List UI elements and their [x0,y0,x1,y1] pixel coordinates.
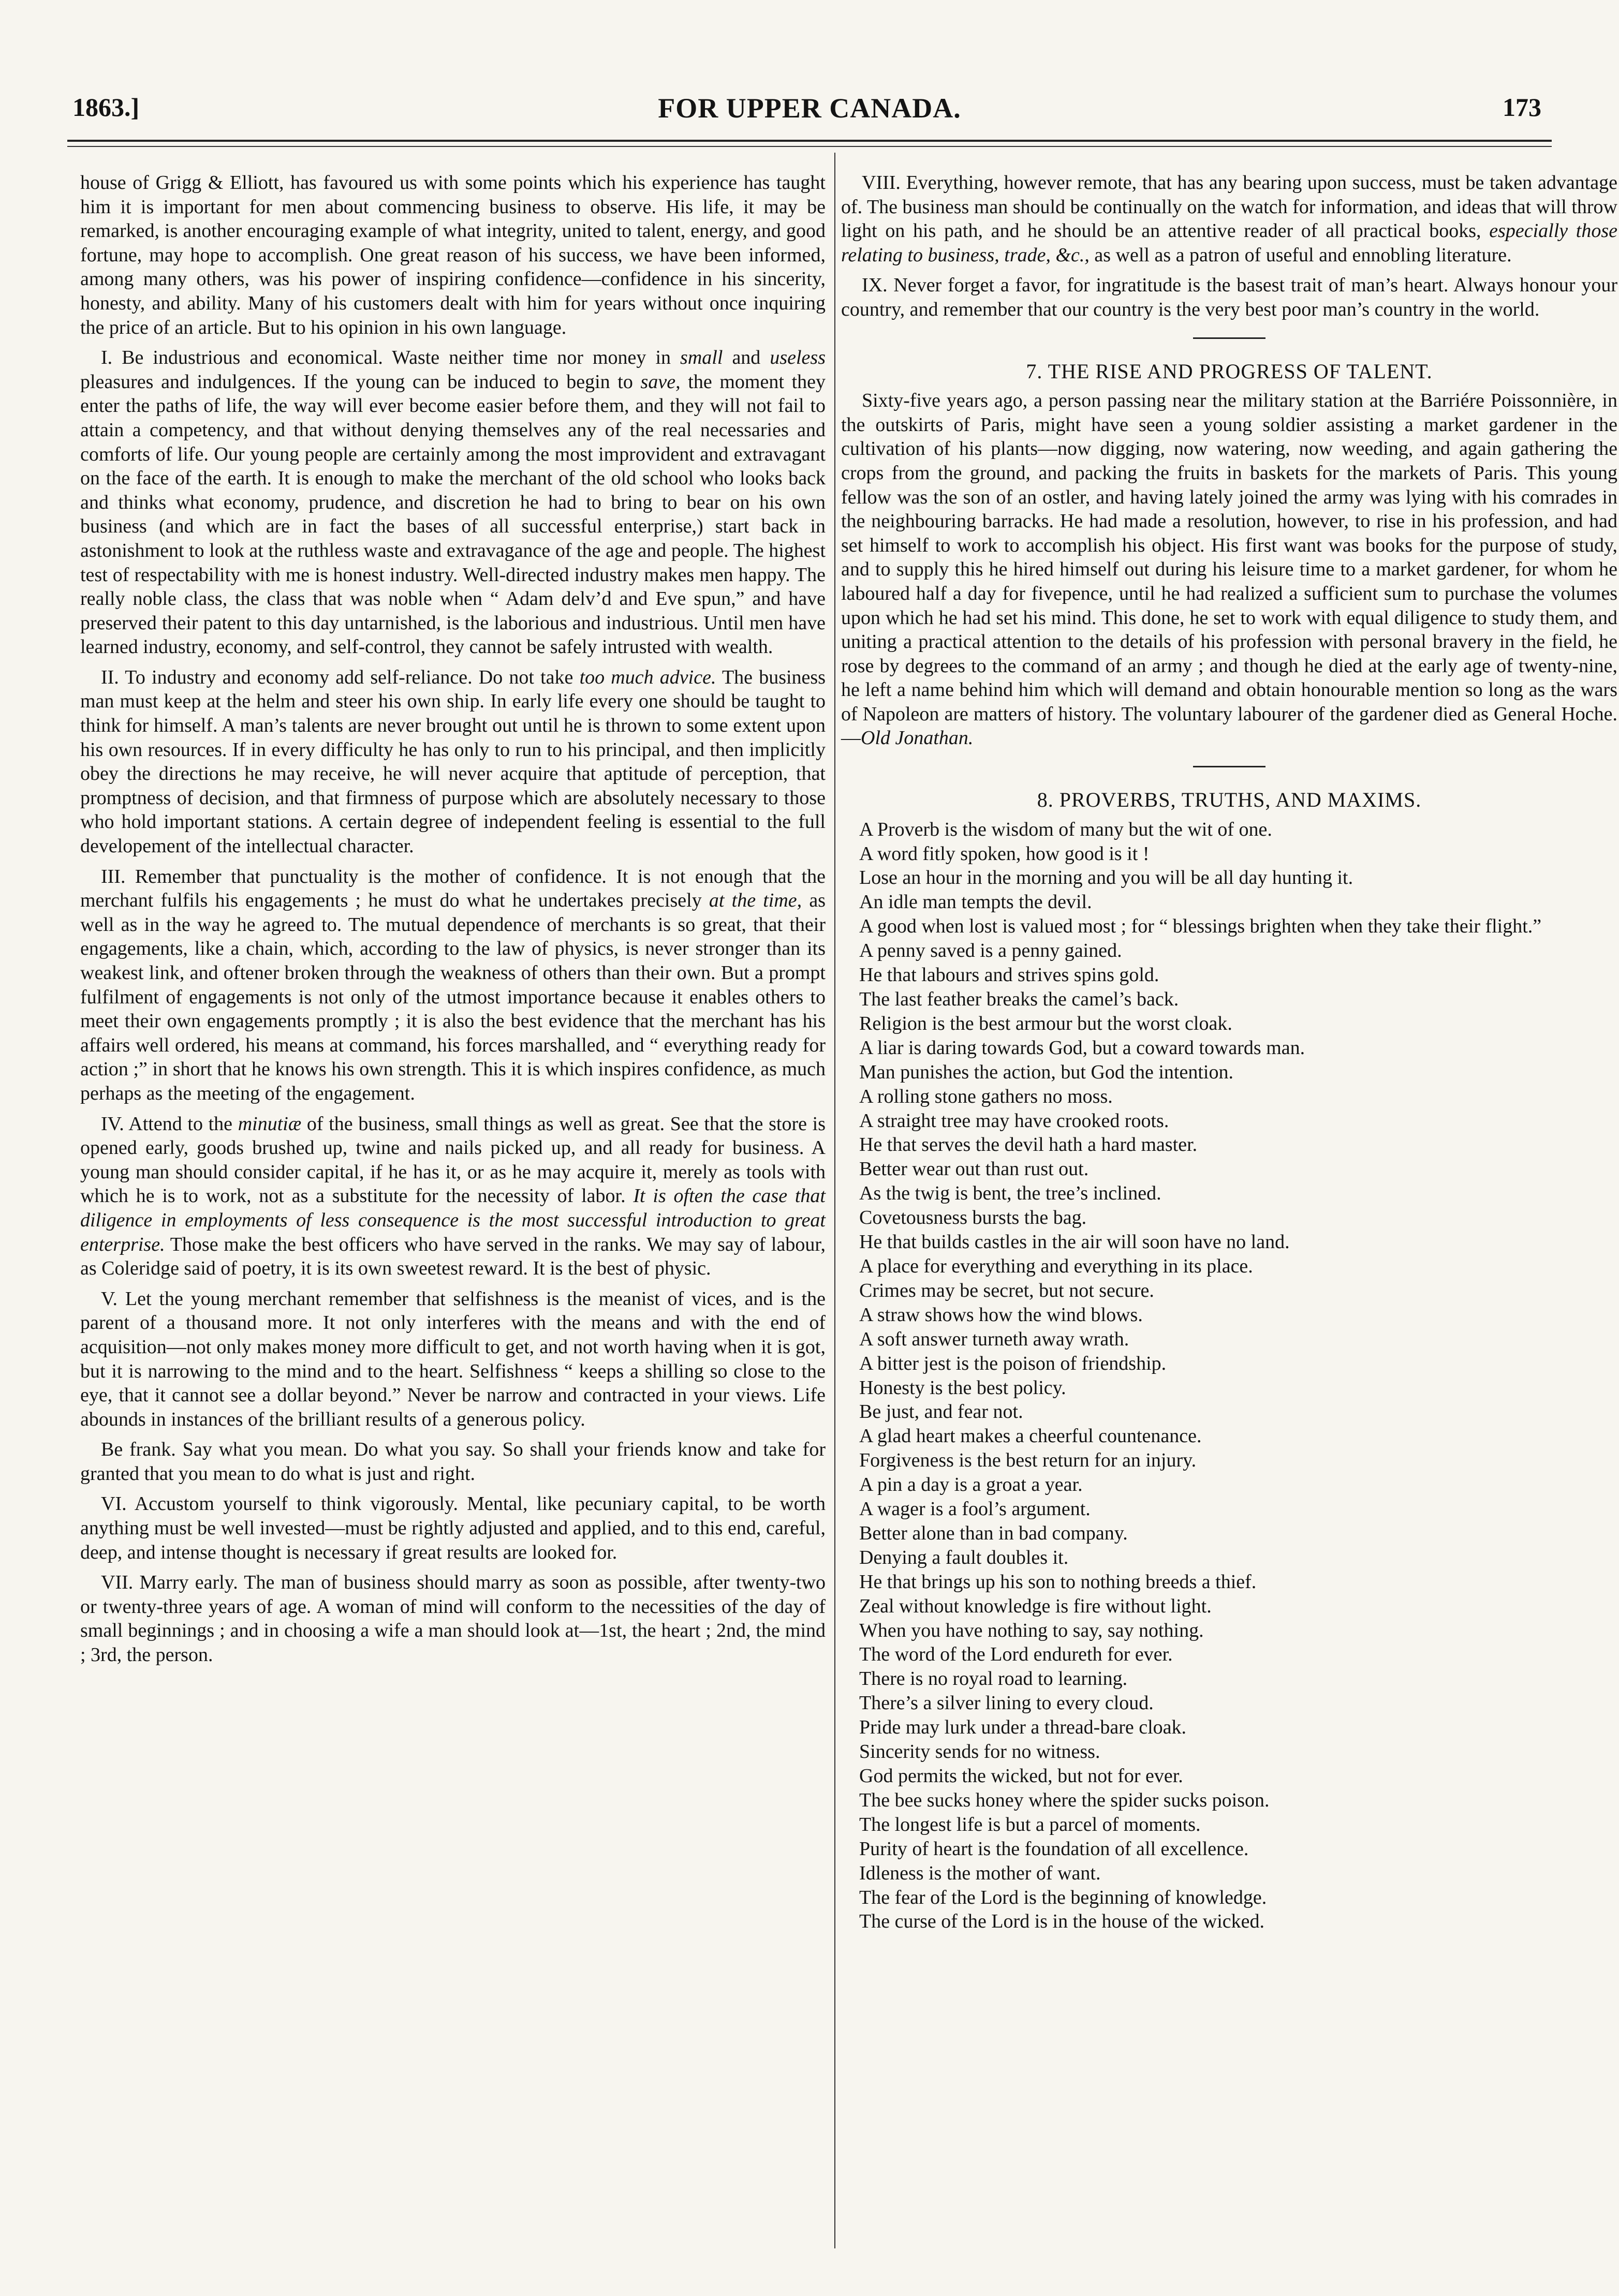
rule-3-paragraph [80,865,826,1106]
section-7-text: Sixty-five years ago, a person passing near the military station at the Barriére Poissonnière, in the outskirts of Paris, might have seen a young soldier assisting a market gardener in the cultivation of his plants—now digging, now watering, now weeding, and again gathering the crops from the ground, and packing the fruits in baskets for the markets of Paris. This young fellow was the son of an ostler, and having lately joined the army was lying with his comrades in the neighbouring barracks. He had made a resolution, however, to rise in his profession, and had set himself to work to accomplish his object. His first want was books for the purpose of study, and to supply this he hired himself out during his leisure time to a market gardener, for whom he laboured half a day for fivepence, until he had realized a sufficient sum to purchase the volumes upon which he had set his mind. This done, he set to work with equal diligence to study them, and uniting a practical attention to the details of his profession with personal bravery in the field, he rose by degrees to the command of an army ; and though he died at the early age of twenty-nine, he left a name behind him which will demand and obtain honourable mention so long as the wars of Napoleon are matters of history. The voluntary labourer of the gardener died as General Hoche.— [841,390,1617,749]
list-item: He that builds castles in the air will soon have no land. [859,1231,1290,1253]
page-header [67,87,1552,134]
list-item: Denying a fault doubles it. [859,1546,1069,1568]
rule-1-text-d: the moment they enter the paths of life, the way will ever become easier before them, and they will not fail to attain a competency, and that without denying themselves any of the real necessaries and comforts of life. Our young people are certainly among the most improvident and extravagant on the face of the earth. It is enough to make the merchant of the old school who looks back and thinks what economy, prudence, and discretion he had to bring to bear on his own business (and which are in fact the bases of all successful enterprise,) start back in astonishment to look at the ruthless waste and extravagance of the age and people. The highest test of respectability with me is honest industry. Well-directed industry makes men happy. The really noble class, the class that was noble when “ Adam delv’d and Eve spun,” and have preserved their patent to this day untarnished, is the laborious and industrious. Until men have learned industry, economy, and self-control, they cannot be safely intrusted with wealth. [80,371,826,658]
section-7-paragraph [841,389,1617,750]
list-item: The word of the Lord endureth for ever. [859,1643,1173,1666]
list-item: There is no royal road to learning. [859,1668,1128,1690]
list-item: Pride may lurk under a thread-bare cloak. [859,1716,1187,1739]
list-item: The bee sucks honey where the spider sucks poison. [859,1789,1270,1811]
list-item: A word fitly spoken, how good is it ! [859,842,1150,865]
list-item: Man punishes the action, but God the intention. [859,1061,1233,1083]
rule-1-em-save: save, [640,371,681,393]
right-column [841,171,1617,1934]
rule-1-em-small: small [680,347,723,369]
rule-1-text-c: pleasures and indulgences. If the young can be induced to begin to [80,371,641,393]
list-item: Lose an hour in the morning and you will be all day hunting it. [859,867,1353,889]
header-rule-thin [67,146,1552,147]
rule-1-paragraph [80,346,826,659]
section-separator [1193,766,1265,767]
list-item: The curse of the Lord is in the house of the wicked. [859,1910,1264,1933]
list-item: A bitter jest is the poison of friendship. [859,1352,1167,1374]
rule-7-paragraph: VII. Marry early. The man of business should marry as soon as possible, after twenty-two or twenty-three years of age. A woman of mind will conform to the necessities of the day of small beginnings ; and in choosing a wife a man should look at—1st, the heart ; 2nd, the mind ; 3rd, the person. [80,1572,826,1666]
rule-5b-paragraph: Be frank. Say what you mean. Do what you say. So shall your friends know and take for granted that you mean to do what is just and right. [80,1439,826,1485]
rule-4-em-diligence: It is often the case that diligence in employments of less consequence is the most successful introduction to great enterprise. [80,1185,826,1255]
rule-8-paragraph [841,171,1617,267]
list-item: He that brings up his son to nothing breeds a thief. [859,1571,1257,1593]
list-item: Be just, and fear not. [859,1401,1023,1423]
list-item: A penny saved is a penny gained. [859,940,1122,962]
list-item: Idleness is the mother of want. [859,1862,1101,1884]
rule-3-em: at the time, [709,890,802,912]
list-item: There’s a silver lining to every cloud. [859,1692,1154,1714]
list-item: As the twig is bent, the tree’s inclined. [859,1182,1161,1205]
list-item: A Proverb is the wisdom of many but the wit of one. [859,818,1272,840]
rule-8-text-a: VIII. Everything, however remote, that has any bearing upon success, must be taken advantage of. The business man should be continually on the watch for information, and ideas that will throw light on his path, and he should be an attentive reader of all practical books, [841,172,1617,242]
list-item: A wager is a fool’s argument. [859,1498,1091,1520]
rule-3-text-b: as well as in the way he agreed to. The mutual dependence of merchants is so great, that their engagements, like a chain, which, according to the law of physics, is never stronger than its weakest link, and oftener broken through the weakness of others than their own. But a prompt fulfilment of engagements is not only of the utmost importance because it enables others to meet their own engagements promptly ; it is also the best evidence that the merchant has his affairs well ordered, his means at command, his forces marshalled, and “ everything ready for action ;” in short that he knows his own strength. This it is which inspires confidence, as much perhaps as the meeting of the engagement. [80,890,826,1104]
list-item: A place for everything and everything in its place. [859,1255,1253,1277]
list-item: Better alone than in bad company. [859,1522,1128,1544]
list-item: A straight tree may have crooked roots. [859,1109,1169,1132]
rule-2-text-a: II. To industry and economy add self-reliance. Do not take [101,666,580,688]
list-item: Purity of heart is the foundation of all excellence. [859,1838,1249,1860]
left-column [80,171,826,1673]
header-title: FOR UPPER CANADA. [658,93,961,124]
rule-4-text-b: of the business, small things as well as great. See that the store is opened early, goods brushed up, twine and nails picked up, and all ready for business. A young man should consider capital, if he has it, or as he may acquire it, merely as tools with which he is to work, not as a substitute for the necessity of labor. [80,1113,826,1207]
list-item: God permits the wicked, but not for ever. [859,1765,1183,1787]
list-item: He that labours and strives spins gold. [859,964,1159,986]
list-item: A pin a day is a groat a year. [859,1474,1083,1496]
section-separator [1193,337,1265,339]
rule-8-text-b: as well as a patron of useful and ennobling literature. [1089,244,1512,266]
section-7-source: Old Jonathan. [861,727,974,749]
page-number: 173 [1503,93,1541,122]
rule-1-em-useless: useless [770,347,826,369]
rule-5-paragraph: V. Let the young merchant remember that selfishness is the meanist of vices, and is the parent of a thousand more. It not only interferes with the means and with the end of acquisition—not only makes money more difficult to get, and not worth having when it is got, but it is narrowing to the mind and to the heart. Selfishness “ keeps a shilling so close to the eye, that it cannot see a dollar beyond.” Never be narrow and contracted in your views. Life abounds in instances of the brilliant results of a generous policy. [80,1287,826,1430]
list-item: Covetousness bursts the bag. [859,1207,1087,1229]
rule-4-paragraph [80,1112,826,1281]
list-item: A soft answer turneth away wrath. [859,1328,1129,1350]
list-item: When you have nothing to say, say nothing. [859,1619,1204,1641]
list-item: Religion is the best armour but the worst cloak. [859,1012,1232,1034]
list-item: Forgiveness is the best return for an injury. [859,1449,1197,1472]
rule-1-text-a: I. Be industrious and economical. Waste neither time nor money in [101,347,681,369]
list-item: A good when lost is valued most ; for “ blessings brighten when they take their flight.” [859,915,1542,938]
list-item: Crimes may be secret, but not secure. [859,1279,1154,1301]
rule-2-text-b: The business man must keep at the helm and steer his own ship. In early life every one should be taught to think for himself. A man’s talents are never brought out until he is thrown to some extent upon his own resources. If in every difficulty he has only to run to his principal, and then implicitly obey the directions he may receive, he will never acquire that aptitude of perception, that promptness of decision, and that firmness of purpose which are absolutely necessary to those who hold important stations. A certain degree of independent feeling is essential to the full developement of the intellectual character. [80,666,826,857]
list-item: The fear of the Lord is the beginning of knowledge. [859,1886,1267,1908]
header-year: 1863.] [72,93,140,122]
rule-8-em: especially those relating to business, trade, &c., [841,220,1617,266]
intro-paragraph: house of Grigg & Elliott, has favoured us with some points which his experience has taught him it is important for men about commencing business to observe. His life, it may be remarked, is another encouraging example of what integrity, united to talent, energy, and good fortune, may hope to accomplish. One great reason of his success, we have been informed, among many others, was his power of inspiring confidence—confidence in his sincerity, honesty, and ability. Many of his customers dealt with him for years without once inquiring the price of an article. But to his opinion in his own language. [80,172,826,338]
list-item: The longest life is but a parcel of moments. [859,1813,1201,1835]
rule-1-text-b: and [723,347,770,369]
section-8-title: 8. PROVERBS, TRUTHS, AND MAXIMS. [1037,788,1422,812]
list-item: A liar is daring towards God, but a coward towards man. [859,1036,1305,1059]
rule-4-text-c: Those make the best officers who have served in the ranks. We may say of labour, as Coleridge said of poetry, it is its own sweetest reward. It is the best of physic. [80,1233,826,1280]
column-divider [834,153,835,2248]
list-item: Honesty is the best policy. [859,1376,1066,1399]
proverbs-list [841,818,1617,1934]
list-item: The last feather breaks the camel’s back. [859,988,1179,1010]
list-item: A rolling stone gathers no moss. [859,1085,1113,1107]
rule-3-text-a: III. Remember that punctuality is the mother of confidence. It is not enough that the merchant fulfils his engagements ; he must do what he undertakes precisely [80,865,826,912]
section-7-title: 7. THE RISE AND PROGRESS OF TALENT. [1026,359,1433,383]
list-item: Better wear out than rust out. [859,1158,1089,1180]
rule-2-em: too much advice. [579,666,716,688]
list-item: A straw shows how the wind blows. [859,1303,1143,1326]
rule-4-em-minutiae: minutiæ [238,1113,302,1135]
list-item: An idle man tempts the devil. [859,891,1092,913]
list-item: Sincerity sends for no witness. [859,1741,1100,1763]
header-rule [67,140,1552,142]
rule-6-paragraph: VI. Accustom yourself to think vigorously. Mental, like pecuniary capital, to be worth anything must be well invested—must be rightly adjusted and applied, and to this end, careful, deep, and intense thought is necessary if great results are looked for. [80,1493,826,1563]
list-item: A glad heart makes a cheerful countenance. [859,1425,1202,1447]
list-item: He that serves the devil hath a hard master. [859,1134,1198,1156]
rule-4-text-a: IV. Attend to the [101,1113,238,1135]
list-item: Zeal without knowledge is fire without light. [859,1595,1212,1617]
rule-2-paragraph [80,665,826,858]
rule-9-paragraph: IX. Never forget a favor, for ingratitude is the basest trait of man’s heart. Always honour your country, and remember that our country is the very best poor man’s country in the world. [841,274,1617,320]
